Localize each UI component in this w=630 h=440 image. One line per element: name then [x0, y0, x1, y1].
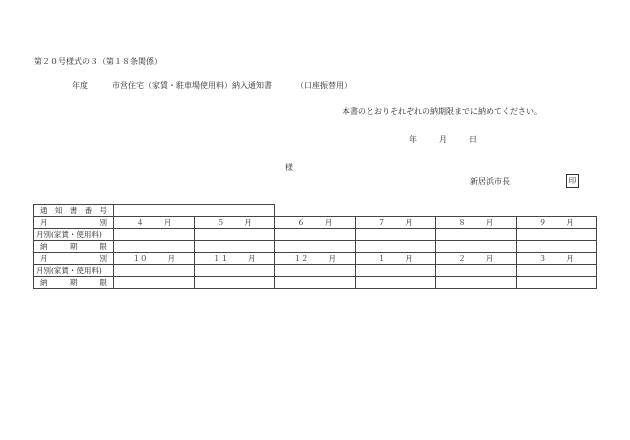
- form-number: 第２０号様式の３（第１８条関係）: [34, 57, 162, 66]
- month-number: ９: [538, 218, 547, 227]
- due-date-label: [34, 277, 114, 289]
- due-date-cell: [194, 277, 275, 289]
- month-number: １１: [213, 254, 228, 263]
- due-label-char: 納: [40, 278, 48, 287]
- month-number: １: [377, 254, 386, 263]
- due-label-char: 期: [69, 278, 78, 287]
- month-number: １０: [132, 254, 148, 263]
- month-cell: [355, 253, 436, 265]
- amount-label: 月別(家賃・使用料): [34, 265, 114, 277]
- amount-row-first: [34, 229, 597, 241]
- month-unit: 月: [328, 254, 336, 263]
- document-subtitle: （口座振替用）: [296, 81, 352, 90]
- month-label-char: 月: [40, 254, 48, 263]
- date-year-label: 年: [409, 135, 417, 144]
- seal-stamp: 印: [566, 174, 579, 188]
- month-cell: [275, 253, 356, 265]
- month-unit: 月: [405, 218, 413, 227]
- notice-number-label-char: 番: [84, 206, 93, 215]
- due-date-cell: [436, 241, 517, 253]
- month-label-char: 別: [99, 218, 107, 227]
- amount-cell: [194, 229, 275, 241]
- month-row-second: [34, 253, 597, 265]
- notice-number-label-char: 通: [40, 206, 48, 215]
- month-cell: [436, 253, 517, 265]
- month-cell: [355, 217, 436, 229]
- amount-cell: [355, 229, 436, 241]
- month-cell: [516, 253, 597, 265]
- month-label: [34, 253, 114, 265]
- due-date-cell: [516, 241, 597, 253]
- due-row-second: [34, 277, 597, 289]
- due-date-cell: [355, 277, 436, 289]
- month-number: １２: [293, 254, 309, 263]
- addressee-suffix: 様: [285, 163, 293, 172]
- notice-number-label: [34, 205, 114, 217]
- month-number: ７: [377, 218, 386, 227]
- month-number: ４: [136, 218, 144, 227]
- month-unit: 月: [485, 218, 494, 227]
- month-number: ３: [538, 254, 547, 263]
- amount-cell: [275, 265, 356, 277]
- payment-notice-text: 本書のとおりそれぞれの納期限までに納めてください。: [342, 107, 542, 116]
- due-date-cell: [114, 277, 195, 289]
- due-date-cell: [275, 241, 356, 253]
- amount-row-second: [34, 265, 597, 277]
- month-number: ５: [216, 218, 225, 227]
- amount-cell: [516, 229, 597, 241]
- month-cell: [516, 217, 597, 229]
- due-date-cell: [516, 277, 597, 289]
- billing-table: [33, 204, 597, 289]
- month-row-first: [34, 217, 597, 229]
- due-label-char: 納: [40, 242, 48, 251]
- month-unit: 月: [566, 254, 574, 263]
- month-number: ６: [297, 218, 305, 227]
- document-title-row: [72, 81, 352, 91]
- due-label-char: 限: [99, 242, 107, 251]
- document-title: 市営住宅（家賃・駐車場使用料）納入通知書: [112, 81, 272, 90]
- due-label-char: 期: [69, 242, 78, 251]
- month-cell: [114, 253, 195, 265]
- month-unit: 月: [405, 254, 413, 263]
- date-month-label: 月: [439, 135, 447, 144]
- amount-cell: [114, 229, 195, 241]
- due-date-cell: [355, 241, 436, 253]
- month-unit: 月: [248, 254, 256, 263]
- amount-cell: [516, 265, 597, 277]
- month-number: ８: [458, 218, 466, 227]
- issue-date: [409, 135, 477, 145]
- notice-number-label-char: 知: [54, 206, 63, 215]
- month-cell: [275, 217, 356, 229]
- month-unit: 月: [167, 254, 175, 263]
- month-label-char: 別: [99, 254, 107, 263]
- amount-cell: [355, 265, 436, 277]
- amount-cell: [194, 265, 275, 277]
- month-cell: [436, 217, 517, 229]
- due-date-cell: [275, 277, 356, 289]
- month-number: ２: [458, 254, 466, 263]
- month-unit: 月: [324, 218, 333, 227]
- notice-number-label-char: 号: [99, 206, 107, 215]
- notice-number-value: [114, 205, 275, 217]
- month-label-char: 月: [40, 218, 48, 227]
- month-unit: 月: [485, 254, 494, 263]
- month-cell: [194, 217, 275, 229]
- amount-cell: [436, 265, 517, 277]
- month-cell: [194, 253, 275, 265]
- due-date-label: [34, 241, 114, 253]
- title-year: 年度: [72, 81, 88, 90]
- amount-cell: [114, 265, 195, 277]
- amount-cell: [275, 229, 356, 241]
- notice-number-label-char: 書: [69, 206, 78, 215]
- amount-label: 月別(家賃・使用料): [34, 229, 114, 241]
- month-unit: 月: [244, 218, 252, 227]
- month-label: [34, 217, 114, 229]
- due-date-cell: [114, 241, 195, 253]
- month-unit: 月: [163, 218, 172, 227]
- issuer-name: 新居浜市長: [470, 177, 510, 186]
- due-date-cell: [194, 241, 275, 253]
- month-unit: 月: [566, 218, 574, 227]
- month-cell: [114, 217, 195, 229]
- amount-cell: [436, 229, 517, 241]
- notice-number-row: [34, 205, 597, 217]
- due-date-cell: [436, 277, 517, 289]
- date-day-label: 日: [469, 135, 477, 144]
- due-label-char: 限: [99, 278, 107, 287]
- due-row-first: [34, 241, 597, 253]
